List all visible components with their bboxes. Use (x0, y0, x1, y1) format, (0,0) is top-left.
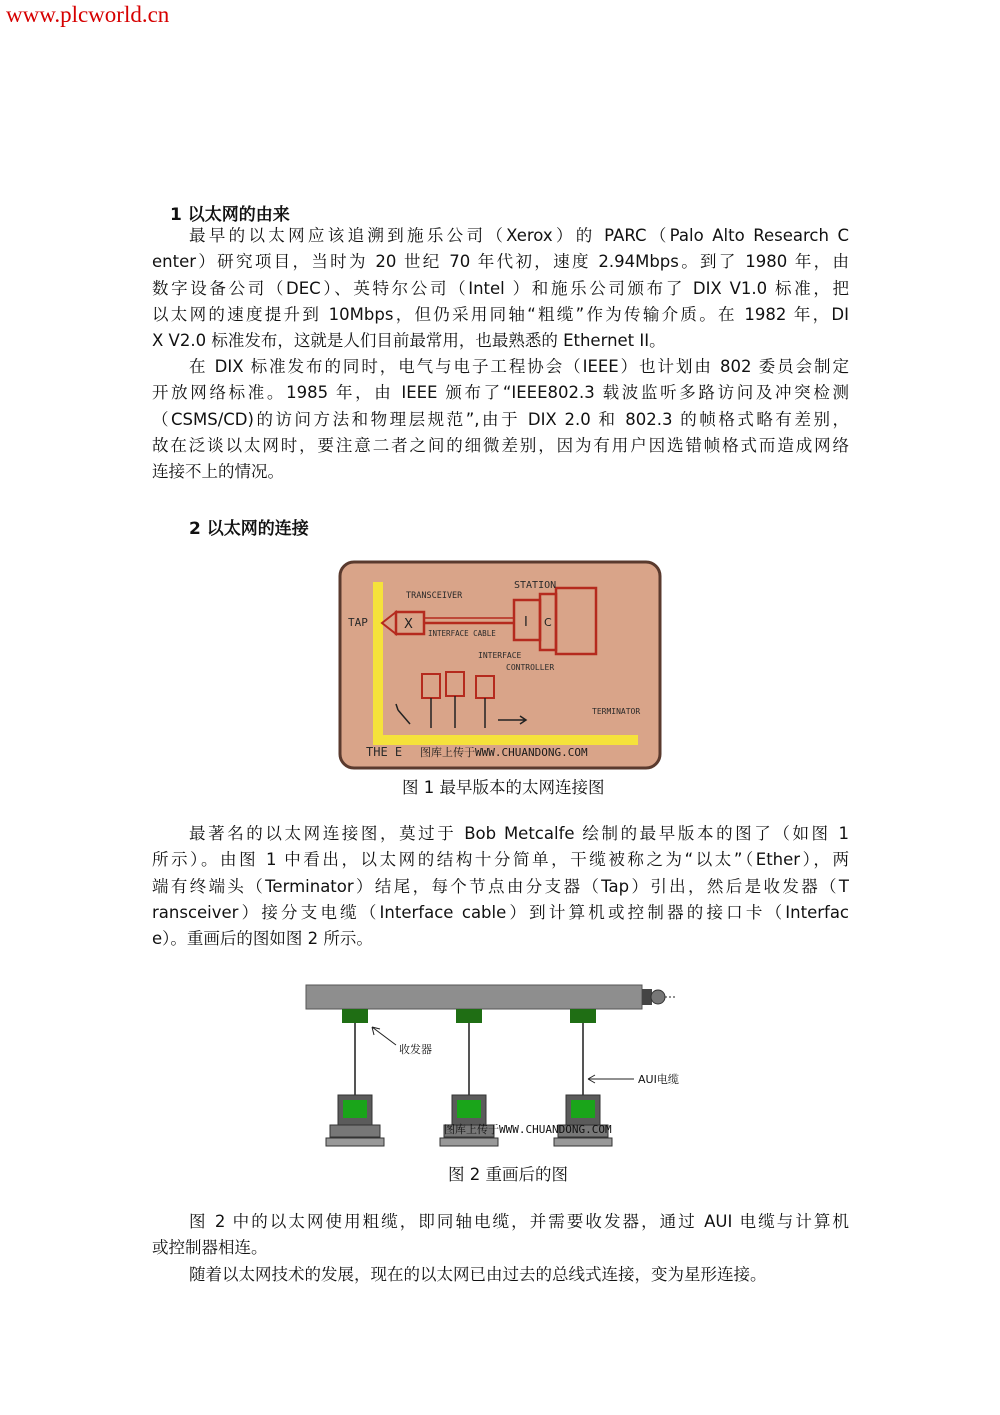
text-line: ransceiver）接分支电缆（Interface cable）到计算机或控制器的接口卡（Interfac (152, 902, 849, 922)
figure2-caption: 图 2 重画后的图 (448, 1165, 568, 1184)
section2-paragraph3 (152, 821, 849, 952)
i-label: I (524, 615, 528, 630)
text-line: X V2.0 标准发布，这就是人们目前最常用，也最熟悉的 Ethernet II。 (152, 331, 666, 351)
text-line: 在 DIX 标准发布的同时，电气与电子工程协会（IEEE）也计划由 802 委员会制定 (189, 357, 849, 376)
transceiver-3 (570, 1009, 596, 1023)
x-label: X (404, 617, 413, 632)
image-watermark: 图库上传于WWW.CHUANDONG.COM (444, 1123, 612, 1136)
coax-cable (306, 985, 642, 1009)
text-line: 或控制器相连。 (152, 1238, 268, 1258)
transceiver-label: 收发器 (399, 1043, 432, 1056)
interface-cable-label: INTERFACE CABLE (428, 629, 496, 638)
c-label: C (544, 616, 552, 629)
text-line: e）。重画后的图如图 2 所示。 (152, 929, 373, 949)
controller-label: CONTROLLER (506, 663, 555, 672)
section2-paragraph5 (152, 1262, 849, 1288)
tap-label: TAP (348, 616, 368, 629)
text-line: 数字设备公司（DEC）、英特尔公司（Intel ）和施乐公司颁布了 DIX V1.0 标准，把 (152, 278, 849, 298)
aui-cable-label: AUI电缆 (638, 1073, 679, 1086)
section2-paragraph4 (152, 1209, 849, 1262)
figure1-ethernet-sketch (338, 560, 662, 770)
section1-paragraph1 (152, 223, 849, 354)
text-line: 以太网的速度提升到 10Mbps，但仍采用同轴“粗缆”作为传输介质。在 1982 年，DI (152, 304, 849, 324)
text-line: 图 2 中的以太网使用粗缆，即同轴电缆，并需要收发器，通过 AUI 电缆与计算机 (189, 1212, 849, 1231)
watermark-link[interactable]: www.plcworld.cn (6, 2, 170, 27)
section2-heading: 2 以太网的连接 (189, 519, 309, 539)
section1-heading: 1 以太网的由来 (170, 205, 290, 225)
the-ether-label: THE E (366, 745, 403, 759)
transceiver-label: TRANSCEIVER (406, 591, 463, 601)
terminator-label: TERMINATOR (592, 707, 641, 716)
text-line: 开放网络标准。1985 年，由 IEEE 颁布了“IEEE802.3 载波监听多路访问及冲突检测 (152, 383, 849, 403)
text-line: 所示）。由图 1 中看出，以太网的结构十分简单，干缆被称之为“以太”（Ether），两 (152, 850, 849, 870)
text-line: 连接不上的情况。 (152, 462, 284, 482)
text-line: 最著名的以太网连接图，莫过于 Bob Metcalfe 绘制的最早版本的图了（如图 1 (189, 824, 849, 843)
text-line: 端有终端头（Terminator）结尾，每个节点由分支器（Tap）引出，然后是收发器（T (152, 876, 849, 896)
text-line: 故在泛谈以太网时，要注意二者之间的细微差别，因为有用户因选错帧格式而造成网络 (152, 435, 849, 455)
text-line: 随着以太网技术的发展，现在的以太网已由过去的总线式连接，变为星形连接。 (189, 1265, 767, 1284)
figure2-redrawn-ethernet (304, 983, 694, 1151)
station-label: STATION (514, 580, 557, 591)
image-watermark: 图库上传于WWW.CHUANDONG.COM (420, 746, 588, 759)
text-line: （CSMS/CD)的访问方法和物理层规范”,由于 DIX 2.0 和 802.3 的帧格式略有差别， (152, 409, 849, 429)
text-line: enter）研究项目，当时为 20 世纪 70 年代初，速度 2.94Mbps。到了 1980 年，由 (152, 252, 849, 272)
figure1-caption: 图 1 最早版本的太网连接图 (402, 778, 605, 797)
coax-terminator (651, 990, 665, 1004)
section1-paragraph2 (152, 354, 849, 485)
transceiver-2 (456, 1009, 482, 1023)
interface-label: INTERFACE (478, 651, 522, 660)
transceiver-1 (342, 1009, 368, 1023)
text-line: 最早的以太网应该追溯到施乐公司（Xerox）的 PARC（Palo Alto Research C (189, 226, 849, 245)
